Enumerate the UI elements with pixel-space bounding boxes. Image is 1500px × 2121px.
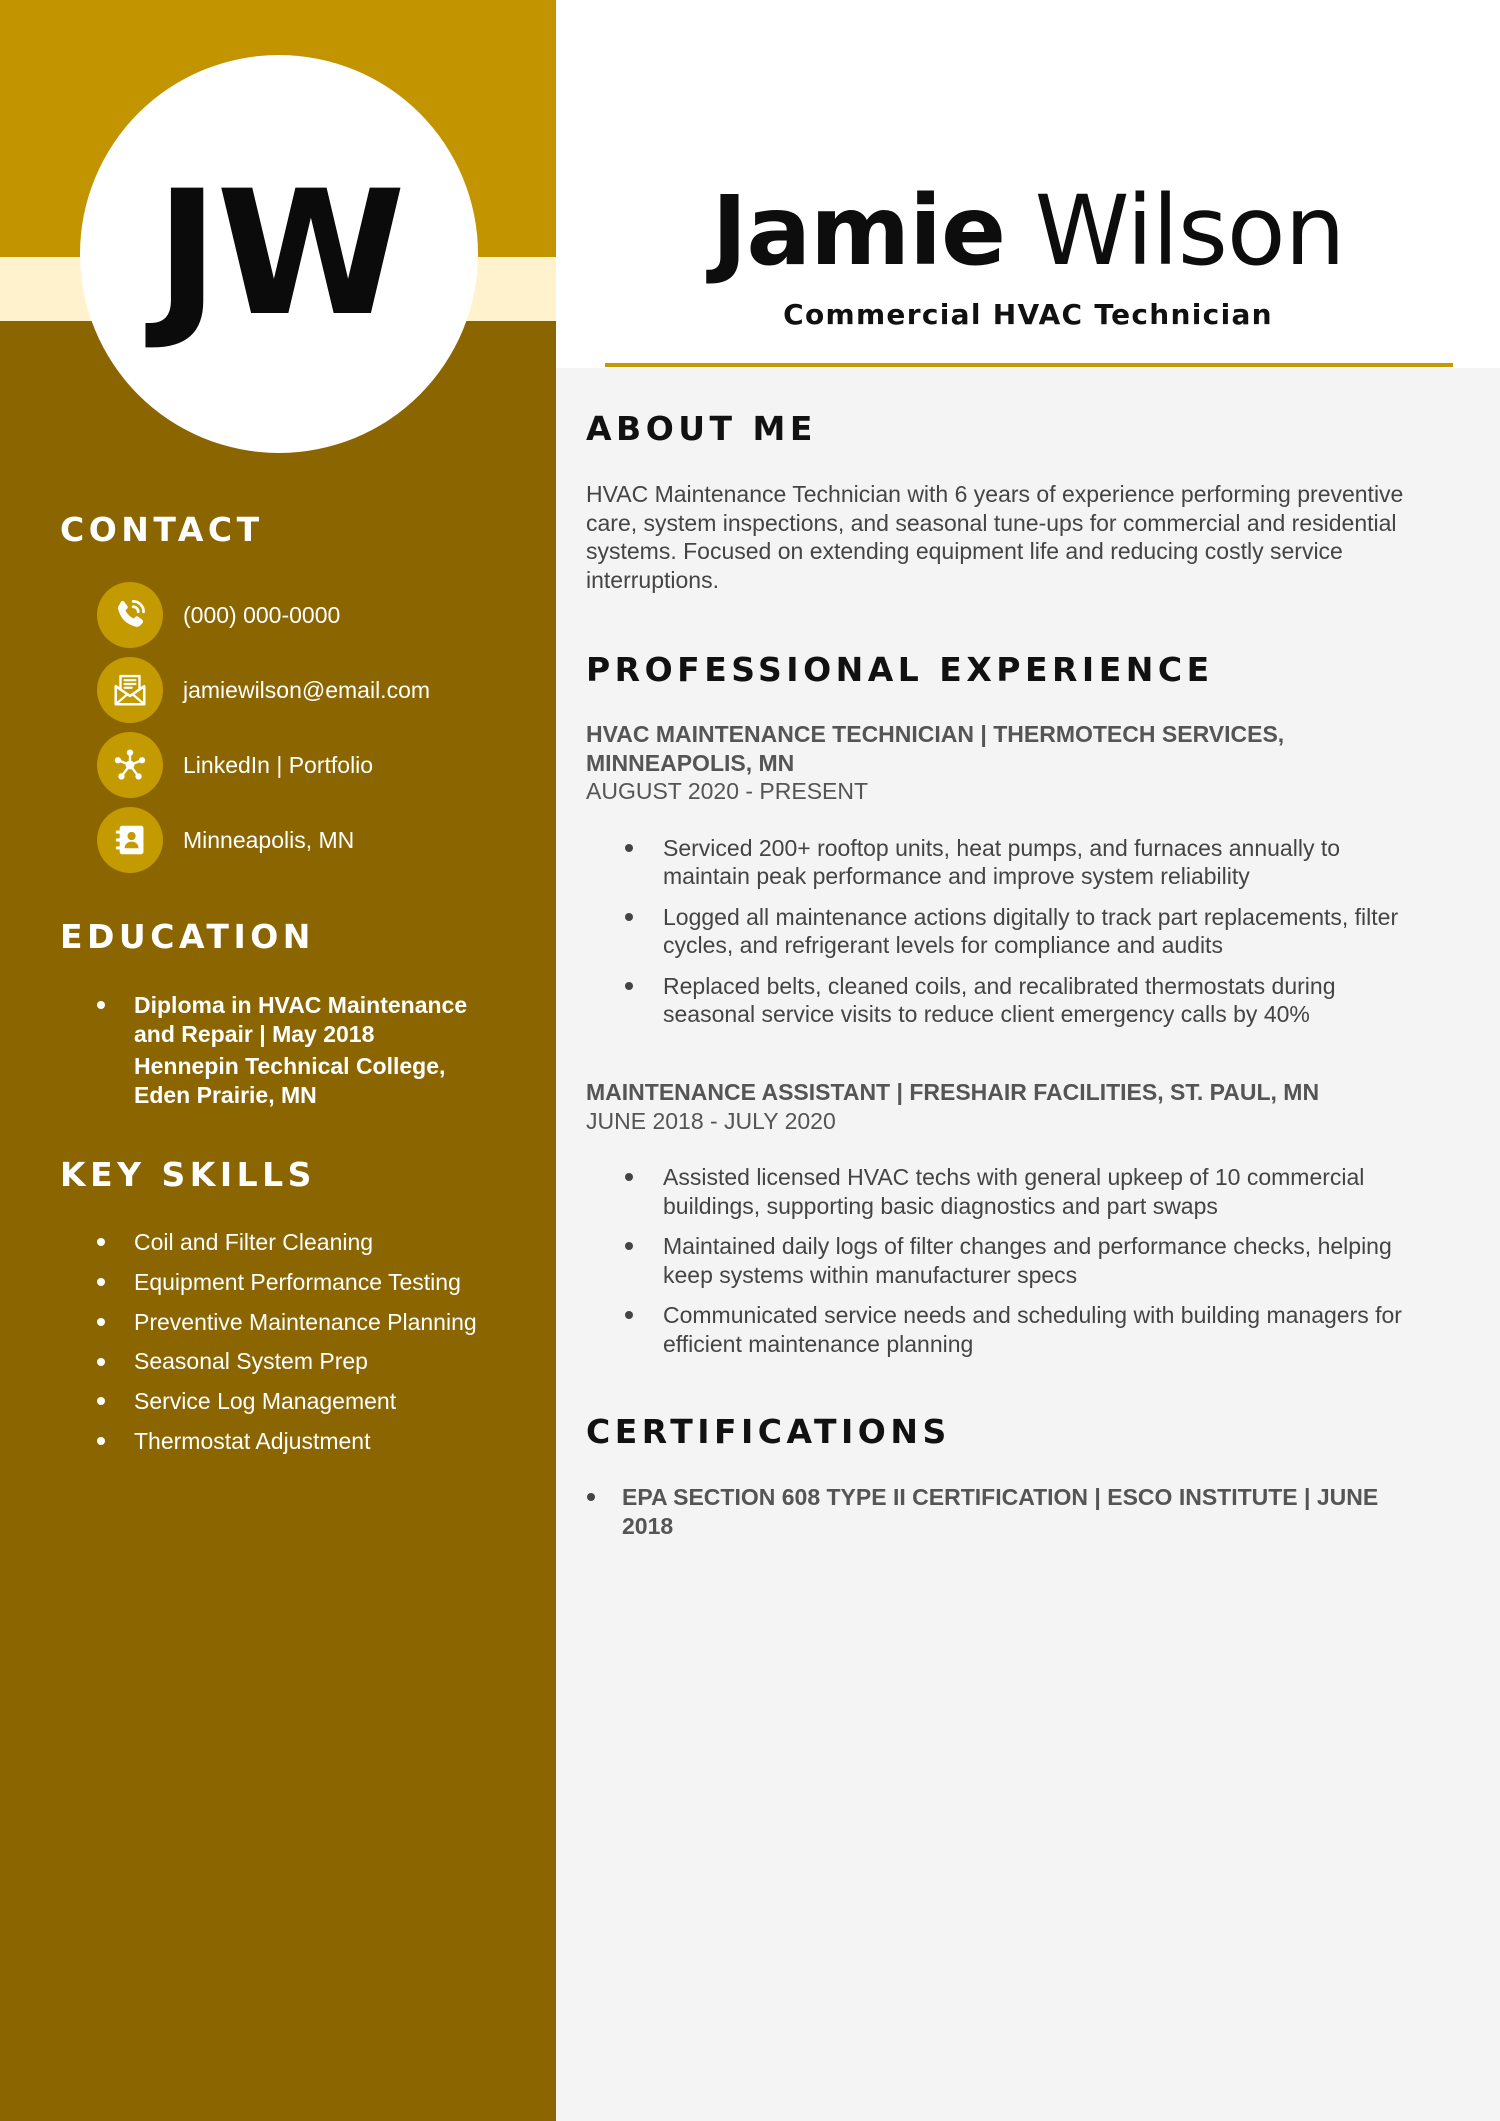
skills-heading: KEY SKILLS [60, 1155, 316, 1194]
job-bullet: Communicated service needs and scheduling with building managers for efficient maintenance planning [586, 1301, 1418, 1358]
address-book-icon [97, 807, 163, 873]
skill-item: Coil and Filter Cleaning [0, 1228, 534, 1257]
certifications-heading: CERTIFICATIONS [586, 1412, 951, 1451]
job-bullet: Replaced belts, cleaned coils, and recalibrated thermostats during seasonal service visits to reduce client emergency calls by 40% [586, 972, 1418, 1029]
monogram-initials: JW [155, 153, 403, 354]
email-address[interactable]: jamiewilson@email.com [183, 676, 431, 703]
job-bullets [586, 1163, 1418, 1358]
about-summary: HVAC Maintenance Technician with 6 years of experience performing preventive care, system inspections, and seasonal tune-ups for commercial and residential systems. Focused on extending equipment life and reducing costly service interruptions. [586, 481, 1404, 593]
contact-email[interactable] [97, 657, 430, 723]
network-icon [97, 732, 163, 798]
education-school: Hennepin Technical College, Eden Prairie, MN [134, 1053, 446, 1108]
job-bullet: Logged all maintenance actions digitally to track part replacements, filter cycles, and refrigerant levels for compliance and audits [586, 903, 1418, 960]
linkedin-portfolio-link[interactable]: LinkedIn | Portfolio [183, 751, 374, 778]
job-dates: AUGUST 2020 - PRESENT [586, 778, 869, 804]
education-heading: EDUCATION [60, 917, 315, 956]
education-degree: Diploma in HVAC Maintenance and Repair | May 2018 [134, 992, 468, 1047]
job-bullets [586, 834, 1418, 1029]
location: Minneapolis, MN [183, 826, 355, 853]
about-heading: ABOUT ME [586, 409, 817, 448]
skills-list [0, 1228, 534, 1467]
contact-location [97, 807, 354, 873]
experience-heading: PROFESSIONAL EXPERIENCE [586, 650, 1214, 689]
phone-icon [97, 582, 163, 648]
skill-item: Seasonal System Prep [0, 1347, 534, 1376]
candidate-name [556, 176, 1500, 286]
job-entry [586, 720, 1436, 1041]
job-entry [586, 1078, 1436, 1370]
job-bullet: Serviced 200+ rooftop units, heat pumps, and furnaces annually to maintain peak performance and improve system reliability [586, 834, 1418, 891]
phone-number: (000) 000-0000 [183, 601, 341, 628]
job-dates: JUNE 2018 - JULY 2020 [586, 1107, 836, 1134]
job-headline: Commercial HVAC Technician [783, 298, 1273, 331]
job-title: HVAC MAINTENANCE TECHNICIAN | THERMOTECH SERVICES, MINNEAPOLIS, MN [586, 721, 1285, 776]
education-list [0, 991, 489, 1109]
skill-item: Thermostat Adjustment [0, 1427, 534, 1456]
contact-phone [97, 582, 340, 648]
contact-heading: CONTACT [60, 510, 264, 549]
monogram-circle [80, 55, 478, 453]
education-item [0, 991, 489, 1109]
skill-item: Preventive Maintenance Planning [0, 1308, 534, 1337]
email-icon [97, 657, 163, 723]
header-divider [605, 363, 1453, 367]
job-bullet: Maintained daily logs of filter changes and performance checks, helping keep systems within manufacturer specs [586, 1232, 1418, 1289]
skill-item: Service Log Management [0, 1387, 534, 1416]
job-bullet: Assisted licensed HVAC techs with general upkeep of 10 commercial buildings, supporting basic diagnostics and part swaps [586, 1163, 1418, 1220]
last-name: Wilson [1034, 175, 1345, 287]
contact-links[interactable] [97, 732, 373, 798]
job-title: MAINTENANCE ASSISTANT | FRESHAIR FACILITIES, ST. PAUL, MN [586, 1079, 1320, 1105]
certification-item: EPA SECTION 608 TYPE II CERTIFICATION | ESCO INSTITUTE | JUNE 2018 [586, 1483, 1412, 1540]
first-name: Jamie [711, 175, 1006, 287]
certifications-list [586, 1483, 1412, 1540]
skill-item: Equipment Performance Testing [0, 1268, 534, 1297]
